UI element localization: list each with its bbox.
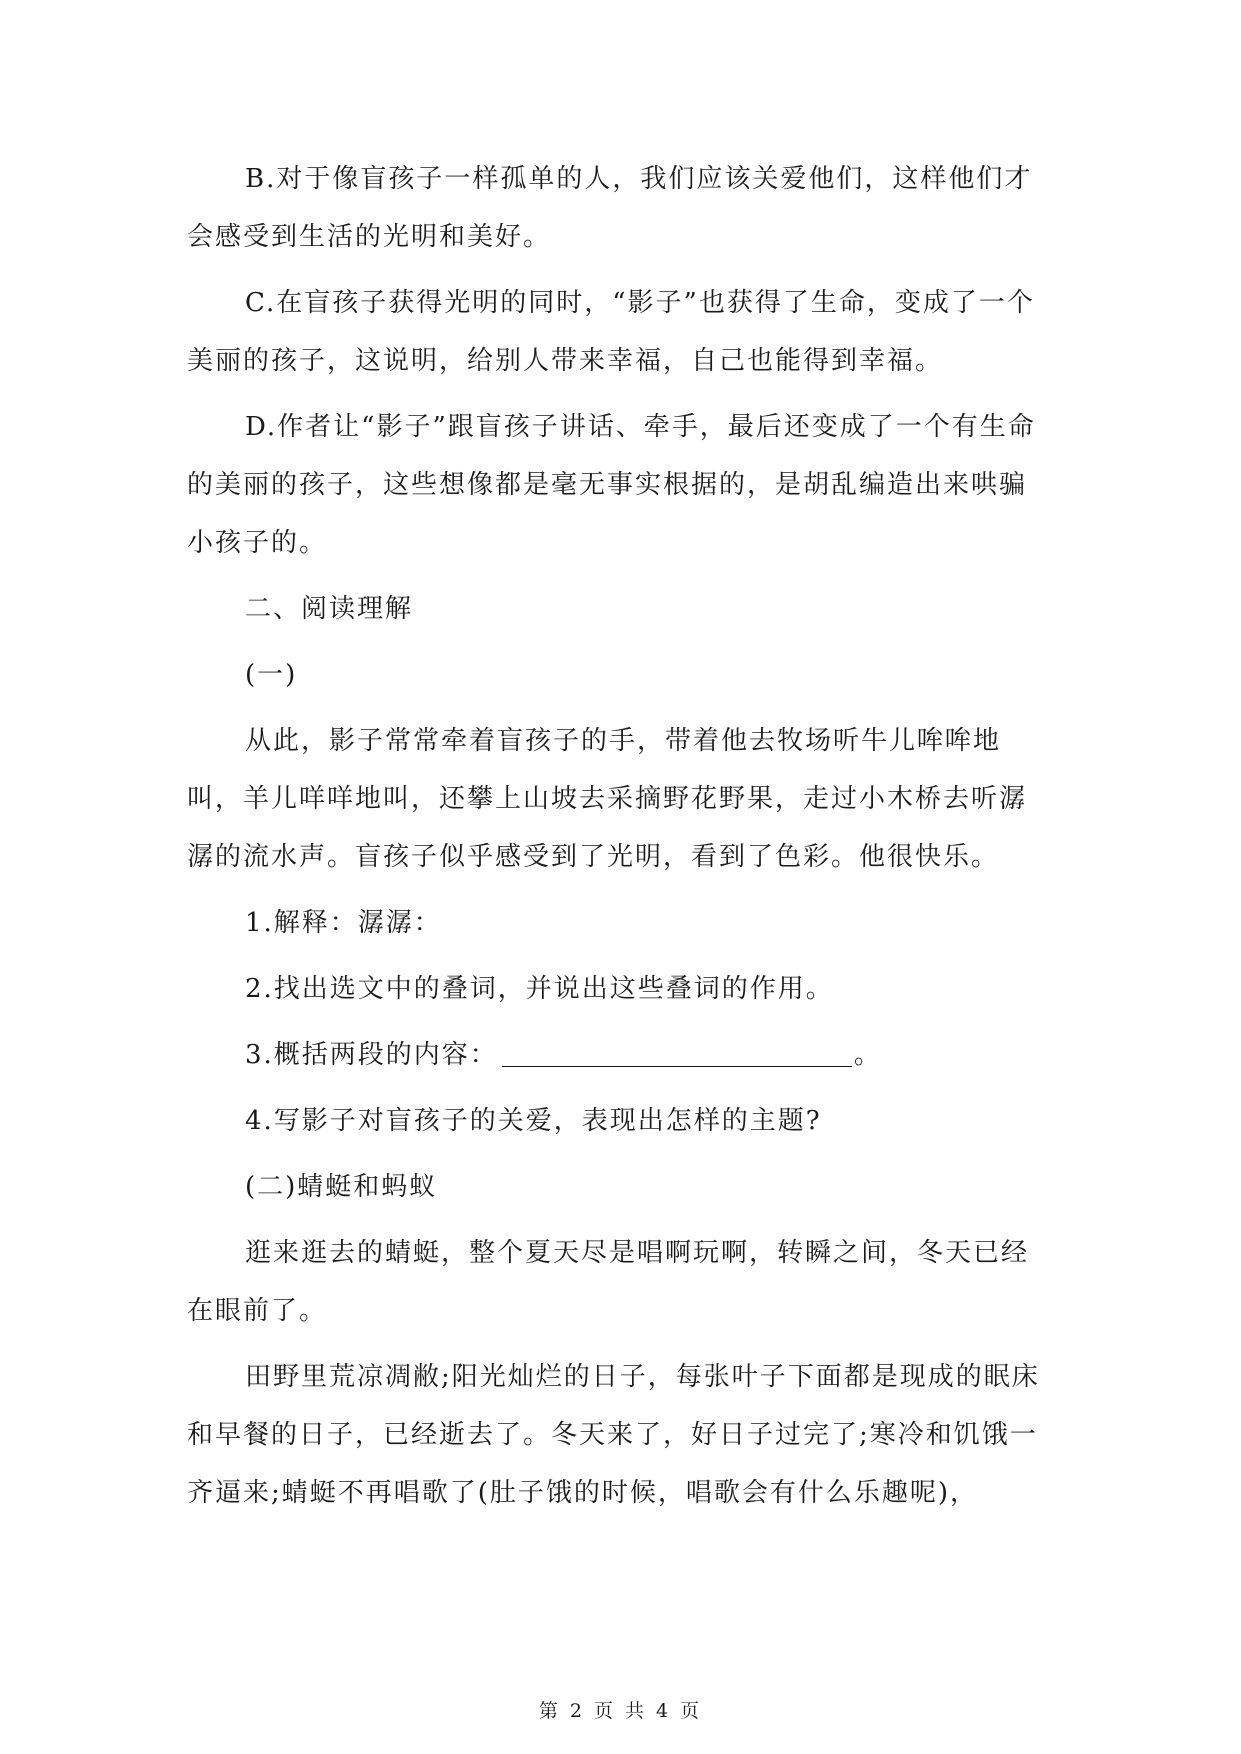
passage-one: 从此，影子常常牵着盲孩子的手，带着他去牧场听牛儿哞哞地叫，羊儿咩咩地叫，还攀上山坡去采摘野花野果，走过小木桥去听潺潺的流水声。盲孩子似乎感受到了光明，看到了色彩。他很快乐。: [187, 726, 1028, 872]
answer-blank[interactable]: [502, 1036, 852, 1067]
question-1: 1.解释：潺潺：: [245, 908, 442, 938]
question-3-text: 3.概括两段的内容：: [245, 1040, 498, 1070]
question-2: 2.找出选文中的叠词，并说出这些叠词的作用。: [245, 974, 834, 1004]
part-one-label: (一): [245, 660, 298, 690]
part-two-label: (二)蜻蜓和蚂蚁: [245, 1172, 438, 1202]
option-c: C.在盲孩子获得光明的同时，“影子”也获得了生命，变成了一个美丽的孩子，这说明，给别人带来幸福，自己也能得到幸福。: [187, 288, 1035, 376]
question-3-end: 。: [853, 1040, 882, 1070]
page-content: [187, 150, 1053, 1530]
page-number: 第 2 页 共 4 页: [538, 1700, 703, 1722]
page-footer: [0, 1696, 1241, 1723]
option-d: D.作者让“影子”跟盲孩子讲话、牵手，最后还变成了一个有生命的美丽的孩子，这些想像都是毫无事实根据的，是胡乱编造出来哄骗小孩子的。: [187, 412, 1036, 558]
section-heading: 二、阅读理解: [245, 594, 414, 624]
passage-two-paragraph-1: 逛来逛去的蜻蜓，整个夏天尽是唱啊玩啊，转瞬之间，冬天已经在眼前了。: [187, 1238, 1030, 1326]
option-b: B.对于像盲孩子一样孤单的人，我们应该关爱他们，这样他们才会感受到生活的光明和美好。: [187, 164, 1033, 252]
passage-two-paragraph-2: 田野里荒凉凋敝;阳光灿烂的日子，每张叶子下面都是现成的眠床和早餐的日子，已经逝去了。冬天来了，好日子过完了;寒冷和饥饿一齐逼来;蜻蜓不再唱歌了(肚子饿的时候，唱歌会有什么乐趣呢)，: [187, 1362, 1040, 1508]
question-3: [187, 1026, 1053, 1084]
question-4: 4.写影子对盲孩子的关爱，表现出怎样的主题?: [245, 1106, 822, 1136]
